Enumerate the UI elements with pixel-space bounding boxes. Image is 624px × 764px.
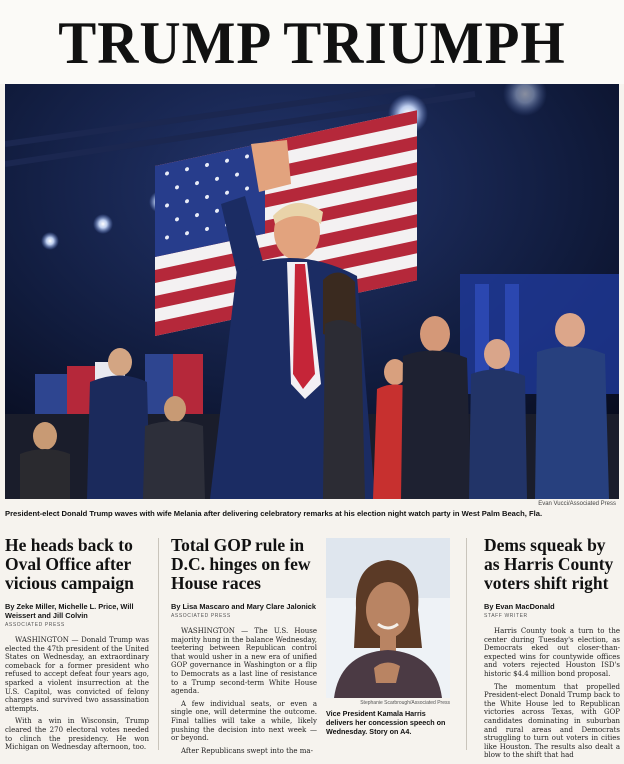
story-harris-county (484, 536, 620, 764)
harris-photo-caption: Vice President Kamala Harris delivers her concession speech on Wednesday. Story on A4. (326, 709, 446, 736)
story-paragraph: A few individual seats, or even a single one, will determine the outcome. Final tallies will take a while, likely pushing the decision into next week — or beyond. (171, 699, 317, 743)
story-byline: By Zeke Miller, Michelle L. Price, Will Weissert and Jill Colvin (5, 602, 134, 620)
story-headline[interactable]: Total GOP rule in D.C. hinges on few House races (171, 535, 311, 593)
story-paragraph: The momentum that propelled President-elect Donald Trump back to the White House led to Republican victories across Texas, with GOP candidates dominating in suburban and rural areas and Democrats struggling to turn out voters in cities like Houston. The results also dealt a blow to the shift that had (484, 682, 620, 760)
story-body (171, 627, 317, 755)
story-paragraph: With a win in Wisconsin, Trump cleared the 270 electoral votes needed to clinch the presidency. He won Michigan on Wednesday afternoon, too. (5, 717, 149, 752)
lead-photo-caption: President-elect Donald Trump waves with wife Melania after delivering celebratory remarks at his election night watch party in West Palm Beach, Fla. (5, 509, 543, 518)
story-headline[interactable]: He heads back to Oval Office after vicious campaign (5, 535, 134, 593)
story-affiliation: ASSOCIATED PRESS (5, 622, 65, 628)
story-affiliation: STAFF WRITER (484, 613, 528, 619)
masthead (0, 0, 624, 84)
story-headline[interactable]: Dems squeak by as Harris County voters shift right (484, 535, 614, 593)
lead-photo (5, 84, 619, 499)
column-rule (158, 538, 159, 750)
story-byline: By Lisa Mascaro and Mary Clare Jalonick (171, 602, 317, 611)
story-byline: By Evan MacDonald (484, 602, 555, 611)
masthead-headline: TRUMP TRIUMPH (58, 10, 566, 77)
harris-photo (326, 538, 450, 698)
story-paragraph: WASHINGTON — The U.S. House majority hung in the balance Wednesday, teetering between Republican control that would usher in a new era of unified GOP governance in Washington or a flip to Democrats as a last line of resistance to a Trump second-term White House agenda. (171, 627, 317, 696)
story-paragraph: WASHINGTON — Donald Trump was elected the 47th president of the United States on Wednesday, an extraordinary comeback for a former president who refused to accept defeat four years ago, sparked a violent insurrection at the U.S. Capitol, was convicted of felony charges and survived two assassination attempts. (5, 636, 149, 713)
harris-photo-credit: Stephanie Scarbrough/Associated Press (360, 700, 450, 706)
story-gop-house (171, 536, 317, 759)
lead-photo-credit: Evan Vucci/Associated Press (538, 501, 616, 507)
column-rule (466, 538, 467, 750)
story-trump-wins (5, 536, 149, 756)
story-body (5, 636, 149, 752)
story-paragraph: After Republicans swept into the ma- (181, 746, 313, 755)
story-affiliation: ASSOCIATED PRESS (171, 613, 231, 619)
story-paragraph: Harris County took a turn to the center during Tuesday's election, as Democrats eked out closer-than-expected wins for countywide offices and voters rejected Houston ISD's historic $4.4 million bond proposal. (484, 627, 620, 678)
story-body (484, 627, 620, 760)
